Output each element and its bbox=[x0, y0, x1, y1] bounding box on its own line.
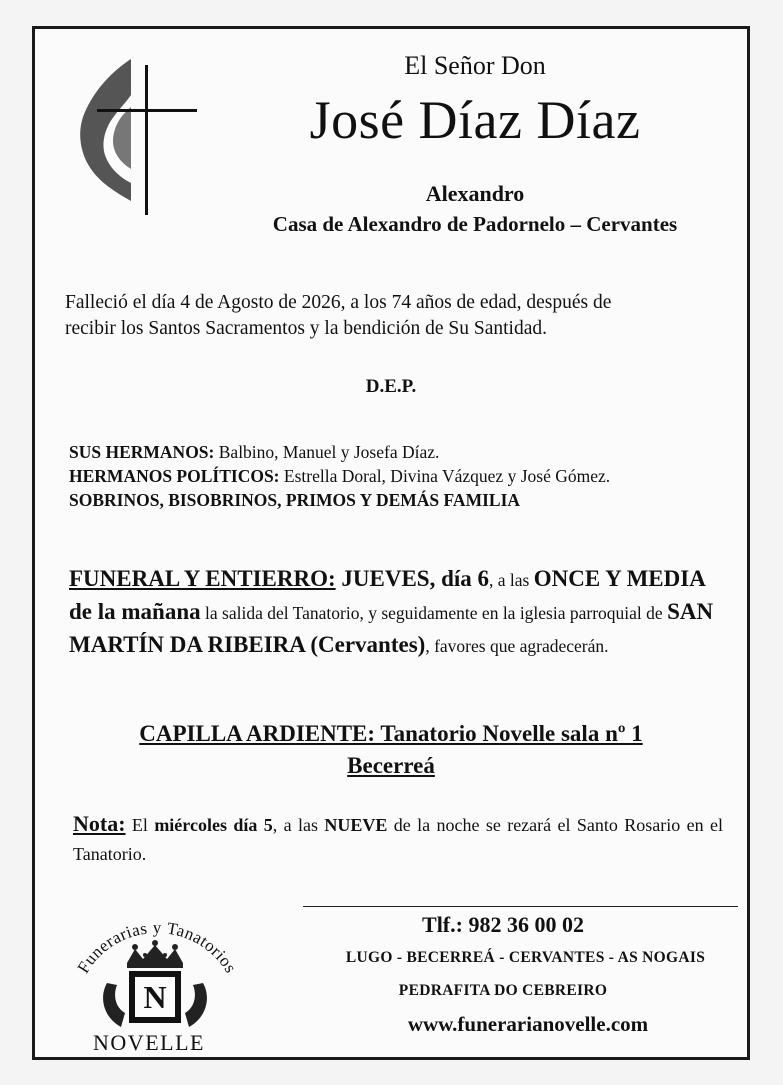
honorific: El Señor Don bbox=[404, 51, 546, 80]
siblings-line bbox=[69, 440, 729, 464]
inlaws-line bbox=[69, 464, 729, 488]
cross-flame-icon bbox=[69, 55, 199, 225]
locations: LUGO - BECERREÁ - CERVANTES - AS NOGAIS bbox=[345, 949, 706, 966]
funeral-day: JUEVES, día 6 bbox=[335, 566, 490, 591]
obituary-text bbox=[65, 290, 725, 342]
brand-monogram: N bbox=[143, 979, 167, 1015]
funeral-label: FUNERAL Y ENTIERRO: bbox=[69, 566, 336, 591]
family-list bbox=[69, 440, 729, 512]
chapel-city: Becerreá bbox=[347, 753, 435, 778]
dep-label: D.E.P. bbox=[365, 376, 417, 397]
chapel-line: CAPILLA ARDIENTE: Tanatorio Novelle sala nº 1 bbox=[139, 721, 643, 746]
phone-number[interactable]: Tlf.: 982 36 00 02 bbox=[422, 912, 584, 937]
inlaws-names: Estrella Doral, Divina Vázquez y José Gómez. bbox=[279, 466, 611, 486]
funeral-notice: FUNERAL Y ENTIERRO: JUEVES, día 6, a las ONCE Y MEDIA de la mañana la salida del Tanatorio, y seguidamente en la iglesia parroquial de SAN MARTÍN DA RIBEIRA (Cervantes), favores que agradecerán. bbox=[69, 566, 714, 657]
brand-arc-text: Funerarias y Tanatorios bbox=[73, 917, 241, 977]
deceased-name: José Díaz Díaz bbox=[309, 90, 641, 150]
other-family-line: SOBRINOS, BISOBRINOS, PRIMOS Y DEMÁS FAMILIA bbox=[69, 490, 521, 510]
footer-divider bbox=[303, 906, 738, 907]
website-link[interactable]: www.funerarianovelle.com bbox=[407, 1012, 649, 1036]
chapel-notice bbox=[35, 718, 747, 782]
obituary-card bbox=[32, 26, 750, 1060]
locations-secondary: PEDRAFITA DO CEBREIRO bbox=[398, 982, 608, 999]
church-name: SAN MARTÍN DA RIBEIRA (Cervantes) bbox=[69, 599, 714, 657]
siblings-names: Balbino, Manuel y Josefa Díaz. bbox=[214, 442, 440, 462]
alias: Alexandro bbox=[425, 181, 525, 206]
obituary-line: recibir los Santos Sacramentos y la bendición de Su Santidad. bbox=[65, 318, 547, 339]
house-location: Casa de Alexandro de Padornelo – Cervantes bbox=[272, 212, 678, 236]
obituary-line: Falleció el día 4 de Agosto de 2026, a los 74 años de edad, después de bbox=[65, 292, 612, 313]
note-label: Nota: bbox=[73, 811, 126, 836]
note: Nota: El miércoles día 5, a las NUEVE de la noche se rezará el Santo Rosario en el Tanatorio. bbox=[73, 811, 724, 864]
funeral-time: ONCE Y MEDIA de la mañana bbox=[69, 566, 705, 624]
inlaws-label: HERMANOS POLÍTICOS: bbox=[69, 466, 280, 486]
brand-name: NOVELLE bbox=[93, 1030, 205, 1055]
siblings-label: SUS HERMANOS: bbox=[69, 442, 215, 462]
